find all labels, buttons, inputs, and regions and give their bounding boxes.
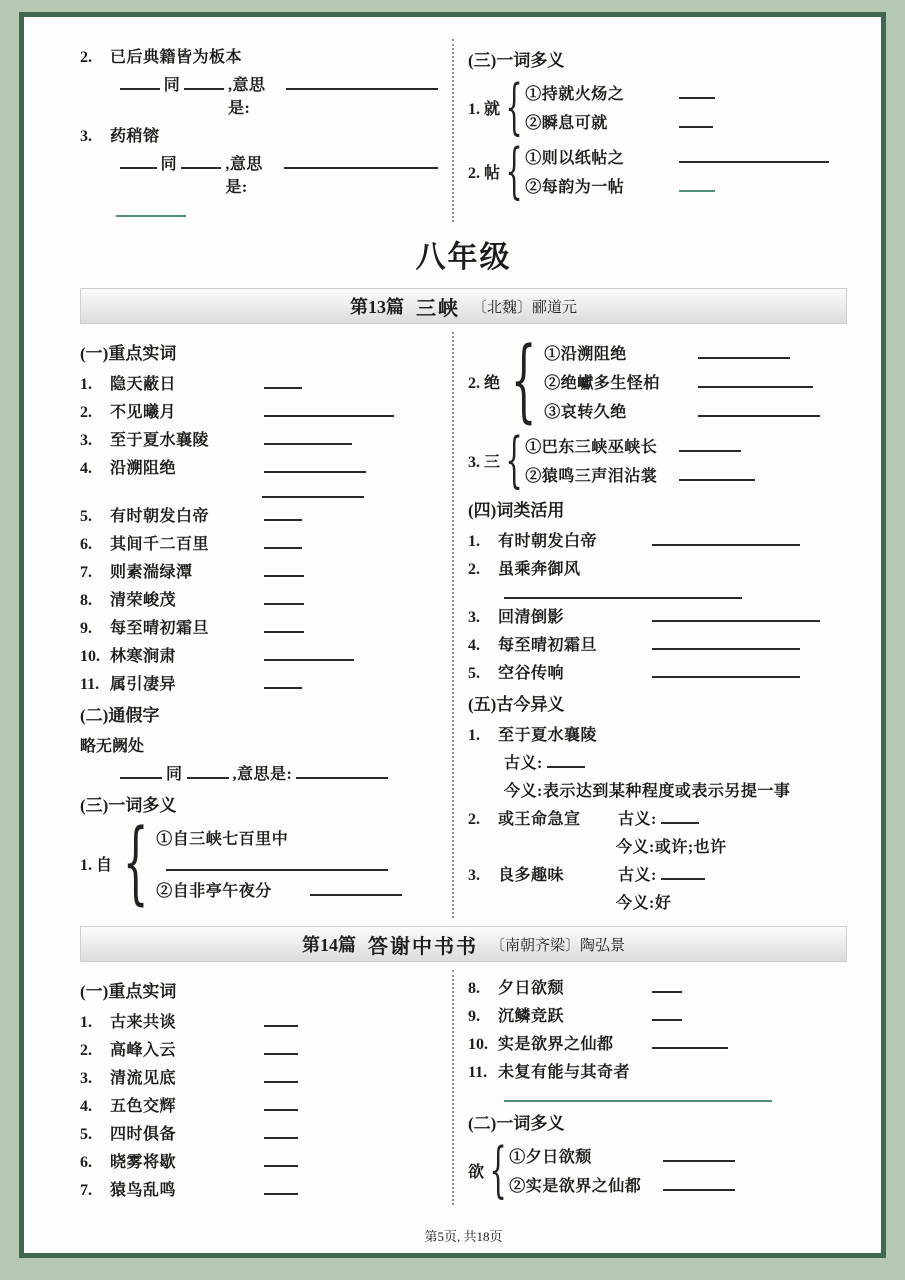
answer-blank [181, 154, 221, 169]
phrase-text: ①夕日欲颓 [509, 1149, 592, 1166]
answer-blank [679, 148, 829, 163]
answer-blank [264, 402, 394, 417]
phrase-row [80, 123, 442, 146]
answer-blank [661, 809, 699, 824]
phrase-row [544, 370, 847, 393]
answer-line-row [468, 584, 847, 599]
item-number: 3. [80, 1070, 92, 1087]
phrase-text: 清荣峻茂 [110, 592, 177, 609]
item-number: 5. [80, 1126, 92, 1143]
group-items [544, 338, 847, 425]
page-frame [19, 12, 886, 1258]
fill-row [468, 834, 847, 857]
phrase-row [80, 1149, 442, 1172]
phrase-row [80, 399, 442, 422]
fill-row [80, 151, 442, 197]
phrase-text: 沿溯阻绝 [110, 460, 177, 477]
right-column [452, 328, 847, 918]
item-number: 2. [468, 811, 480, 828]
answer-blank [652, 607, 820, 622]
phrase-row [509, 1144, 847, 1167]
group-items [525, 142, 847, 200]
item-number: 9. [468, 1008, 480, 1025]
answer-blank [698, 402, 820, 417]
answer-blank [698, 344, 790, 359]
answer-blank [262, 483, 364, 498]
phrase-text: 每至晴初霜旦 [110, 620, 210, 637]
phrase-row [468, 806, 847, 829]
answer-blank [264, 1180, 298, 1195]
fill-text: 今义:或许;也许 [616, 839, 727, 856]
answer-blank [264, 374, 302, 389]
phrase-text: 晓雾将歇 [110, 1154, 177, 1171]
phrase-row [525, 174, 847, 197]
group-items [509, 1141, 847, 1199]
phrase-text: 其间千二百里 [110, 536, 210, 553]
brace-icon: { [505, 71, 523, 142]
phrase-text: ①则以纸帖之 [525, 150, 625, 167]
answer-blank [264, 674, 302, 689]
answer-blank [652, 531, 800, 546]
answer-line-row [162, 856, 442, 871]
brace-icon: { [510, 328, 537, 434]
item-number: 2. [468, 561, 480, 578]
phrase-row [156, 826, 442, 849]
phrase-text: ①自三峡七百里中 [156, 831, 289, 848]
answer-blank [116, 202, 186, 217]
phrase-text: 则素湍绿潭 [110, 564, 193, 581]
phrase-row [468, 660, 847, 683]
phrase-text: 隐天蔽日 [110, 376, 177, 393]
phrase-text: 属引凄异 [110, 676, 177, 693]
answer-blank [661, 865, 705, 880]
phrase-row [468, 975, 847, 998]
phrase-row [80, 643, 442, 666]
phrase-text: ③哀转久绝 [544, 404, 627, 421]
phrase-row [525, 463, 847, 486]
phrase-row [80, 427, 442, 450]
phrase-text: 回清倒影 [498, 609, 565, 626]
phrase-row [468, 722, 847, 745]
phrase-text: 良多趣味 [498, 867, 565, 884]
fill-text: 今义:表示达到某种程度或表示另提一事 [504, 783, 791, 800]
item-number: 1. [80, 1014, 92, 1031]
answer-blank [652, 978, 682, 993]
polysemy-group [468, 328, 847, 434]
phrase-text: 药稍镕 [110, 128, 160, 145]
brace-icon: { [489, 1134, 507, 1205]
group-label: 3. 三 [468, 453, 501, 471]
brace-icon: { [122, 810, 149, 916]
lesson14-section [80, 970, 847, 1205]
section-heading: (三)一词多义 [468, 51, 565, 70]
phrase-text: 虽乘奔御风 [498, 561, 581, 578]
polysemy-group [468, 71, 847, 142]
item-number: 1. [468, 727, 480, 744]
brace-icon: { [505, 424, 523, 495]
item-number: 3. [468, 867, 480, 884]
item-number: 10. [80, 648, 100, 665]
phrase-row [509, 1173, 847, 1196]
phrase-text: 猿鸟乱鸣 [110, 1182, 177, 1199]
phrase-row [468, 1003, 847, 1026]
phrase-row [525, 434, 847, 457]
answer-blank [652, 1034, 728, 1049]
lesson-title: 答谢中书书 [367, 935, 478, 958]
answer-blank [264, 506, 302, 521]
item-number: 6. [80, 536, 92, 553]
fill-text: 古义: [504, 755, 543, 772]
continued-section [80, 39, 847, 222]
polysemy-group [468, 1134, 847, 1205]
phrase-row [544, 341, 847, 364]
answer-blank [264, 562, 304, 577]
item-number: 8. [468, 980, 480, 997]
polysemy-group [468, 135, 847, 206]
phrase-row [80, 615, 442, 638]
phrase-row [468, 528, 847, 551]
answer-blank [679, 437, 741, 452]
group-label: 1. 自 [80, 857, 113, 874]
phrase-row [525, 81, 847, 104]
grade-title: 八年级 [415, 241, 512, 274]
phrase-row [80, 531, 442, 554]
answer-blank [679, 113, 713, 128]
answer-line-row [468, 1087, 847, 1102]
answer-blank [547, 753, 585, 768]
fill-text: 同 [166, 766, 183, 783]
item-number: 8. [80, 592, 92, 609]
answer-blank [264, 458, 366, 473]
section-heading: (五)古今异义 [468, 695, 565, 714]
section-heading: (一)重点实词 [80, 982, 177, 1001]
fill-row [80, 72, 442, 118]
phrase-text: ②瞬息可就 [525, 115, 608, 132]
phrase-row [80, 455, 442, 478]
fill-row [468, 890, 847, 913]
phrase-text: 每至晴初霜旦 [498, 637, 598, 654]
group-label: 2. 绝 [468, 375, 501, 392]
phrase-text: 林寒涧肃 [110, 648, 177, 665]
phrase-text: 实是欲界之仙都 [498, 1036, 614, 1053]
answer-blank [264, 646, 354, 661]
phrase-text: 清流见底 [110, 1070, 177, 1087]
right-column [452, 970, 847, 1205]
section-heading: (一)重点实词 [80, 344, 177, 363]
answer-blank [184, 75, 224, 90]
phrase-text: 或王命急宣 [498, 811, 581, 828]
lesson-author: 〔南朝齐梁〕陶弘景 [489, 937, 625, 954]
phrase-row [80, 371, 442, 394]
item-number: 4. [468, 637, 480, 654]
section-heading: (三)一词多义 [80, 796, 177, 815]
item-number: 1. [80, 376, 92, 393]
phrase-row [525, 145, 847, 168]
group-label: 1. 就 [468, 100, 501, 118]
answer-blank [264, 1096, 298, 1111]
phrase-row [80, 503, 442, 526]
phrase-row [468, 556, 847, 579]
phrase-row [156, 878, 442, 901]
item-number: 2. [80, 49, 92, 66]
item-number: 4. [80, 460, 92, 477]
left-column [80, 332, 452, 918]
phrase-text: 至于夏水襄陵 [110, 432, 210, 449]
phrase-row [80, 587, 442, 610]
section-heading: (二)一词多义 [468, 1114, 565, 1133]
phrase-text: 夕日欲颓 [498, 980, 565, 997]
answer-blank [264, 534, 302, 549]
answer-blank [264, 430, 352, 445]
item-number: 9. [80, 620, 92, 637]
phrase-text: 已后典籍皆为板本 [110, 49, 243, 66]
phrase-text: 高峰入云 [110, 1042, 177, 1059]
phrase-row [544, 399, 847, 422]
answer-blank [663, 1147, 735, 1162]
fill-text: 同 [163, 77, 181, 94]
group-label: 2. 帖 [468, 164, 501, 182]
answer-blank [652, 1006, 682, 1021]
phrase-row [468, 1059, 847, 1082]
item-number: 10. [468, 1036, 488, 1053]
phrase-row [468, 632, 847, 655]
phrase-text: 有时朝发白帝 [498, 533, 598, 550]
item-number: 5. [468, 665, 480, 682]
item-number: 6. [80, 1154, 92, 1171]
answer-blank [652, 663, 800, 678]
answer-blank [296, 764, 388, 779]
section-heading: (四)词类活用 [468, 501, 565, 520]
item-number: 3. [80, 128, 92, 145]
lesson14-header-bar [80, 926, 847, 962]
item-number: 11. [468, 1064, 488, 1081]
polysemy-group [468, 424, 847, 495]
phrase-text: 古来共谈 [110, 1014, 177, 1031]
item-number: 4. [80, 1098, 92, 1115]
phrase-text: 至于夏水襄陵 [498, 727, 598, 744]
lesson13-header-bar [80, 288, 847, 324]
phrase-text: 略无阙处 [80, 738, 145, 755]
lesson-author: 〔北魏〕郦道元 [471, 299, 577, 316]
answer-blank [504, 1087, 772, 1102]
answer-blank [652, 635, 800, 650]
phrase-text: 未复有能与其奇者 [498, 1064, 631, 1081]
answer-blank [264, 1152, 298, 1167]
answer-line-row [80, 483, 442, 498]
phrase-text: 沉鳞竞跃 [498, 1008, 565, 1025]
worksheet-page [24, 17, 881, 1253]
item-number: 7. [80, 564, 92, 581]
phrase-text: 有时朝发白帝 [110, 508, 210, 525]
answer-blank [120, 75, 160, 90]
fill-text: 古义: [618, 867, 657, 884]
answer-blank [698, 373, 813, 388]
answer-line-row [80, 202, 442, 217]
item-number: 1. [468, 533, 480, 550]
item-number: 7. [80, 1182, 92, 1199]
phrase-row [80, 1065, 442, 1088]
answer-blank [187, 764, 229, 779]
phrase-row [525, 110, 847, 133]
answer-blank [264, 1040, 298, 1055]
section-heading: (二)通假字 [80, 706, 160, 725]
fill-text: ,意思是: [228, 77, 266, 117]
phrase-text: ②猿鸣三声泪沾裳 [525, 468, 658, 485]
phrase-row [80, 1177, 442, 1200]
answer-blank [120, 764, 162, 779]
group-items [525, 431, 847, 489]
lesson-number: 第13篇 [349, 297, 404, 317]
phrase-text: 不见曦月 [110, 404, 177, 421]
phrase-text: ②每韵为一帖 [525, 179, 625, 196]
item-number: 3. [468, 609, 480, 626]
fill-text: ,意思是: [225, 156, 263, 196]
fill-row [80, 761, 442, 784]
right-column [452, 39, 847, 222]
phrase-row [468, 862, 847, 885]
group-label: 欲 [468, 1163, 485, 1181]
phrase-row [80, 559, 442, 582]
item-number: 2. [80, 1042, 92, 1059]
answer-blank [166, 856, 388, 871]
answer-blank [264, 1124, 298, 1139]
phrase-text: 四时俱备 [110, 1126, 177, 1143]
group-items [156, 823, 442, 904]
lesson-number: 第14篇 [301, 935, 356, 955]
phrase-row [80, 1121, 442, 1144]
phrase-row [80, 44, 442, 67]
answer-blank [284, 154, 438, 169]
phrase-row [80, 1093, 442, 1116]
phrase-row [80, 671, 442, 694]
fill-text: ,意思是: [232, 766, 293, 783]
phrase-text: ②实是欲界之仙都 [509, 1178, 642, 1195]
answer-blank [286, 75, 438, 90]
answer-blank [504, 584, 742, 599]
answer-blank [679, 177, 715, 192]
phrase-text: ①持就火炀之 [525, 86, 625, 103]
item-number: 5. [80, 508, 92, 525]
page-footer: 第5页, 共18页 [424, 1229, 503, 1244]
lesson13-section [80, 328, 847, 918]
phrase-text: ②自非亭午夜分 [156, 883, 272, 900]
answer-blank [264, 1068, 298, 1083]
answer-blank [264, 1012, 298, 1027]
group-items [525, 78, 847, 136]
phrase-text: 五色交辉 [110, 1098, 177, 1115]
item-number: 11. [80, 676, 100, 693]
phrase-row [80, 1037, 442, 1060]
phrase-row [80, 1009, 442, 1032]
phrase-text: ②绝巘多生怪柏 [544, 375, 660, 392]
answer-blank [120, 154, 157, 169]
answer-blank [310, 881, 402, 896]
item-number: 2. [80, 404, 92, 421]
left-column [80, 39, 452, 222]
answer-blank [679, 466, 755, 481]
phrase-text: ①沿溯阻绝 [544, 346, 627, 363]
brace-icon: { [505, 135, 523, 206]
left-column [80, 970, 452, 1205]
answer-blank [679, 84, 715, 99]
item-number: 3. [80, 432, 92, 449]
phrase-row [468, 1031, 847, 1054]
lesson-title: 三峡 [415, 297, 460, 320]
fill-row [468, 778, 847, 801]
answer-blank [663, 1176, 735, 1191]
answer-blank [264, 590, 304, 605]
phrase-text: ①巴东三峡巫峡长 [525, 439, 658, 456]
fill-text: 同 [160, 156, 178, 173]
fill-text: 古义: [618, 811, 657, 828]
fill-row [468, 750, 847, 773]
phrase-row [468, 604, 847, 627]
answer-blank [264, 618, 304, 633]
phrase-text: 空谷传响 [498, 665, 565, 682]
fill-text: 今义:好 [616, 895, 672, 912]
polysemy-group [80, 810, 442, 916]
